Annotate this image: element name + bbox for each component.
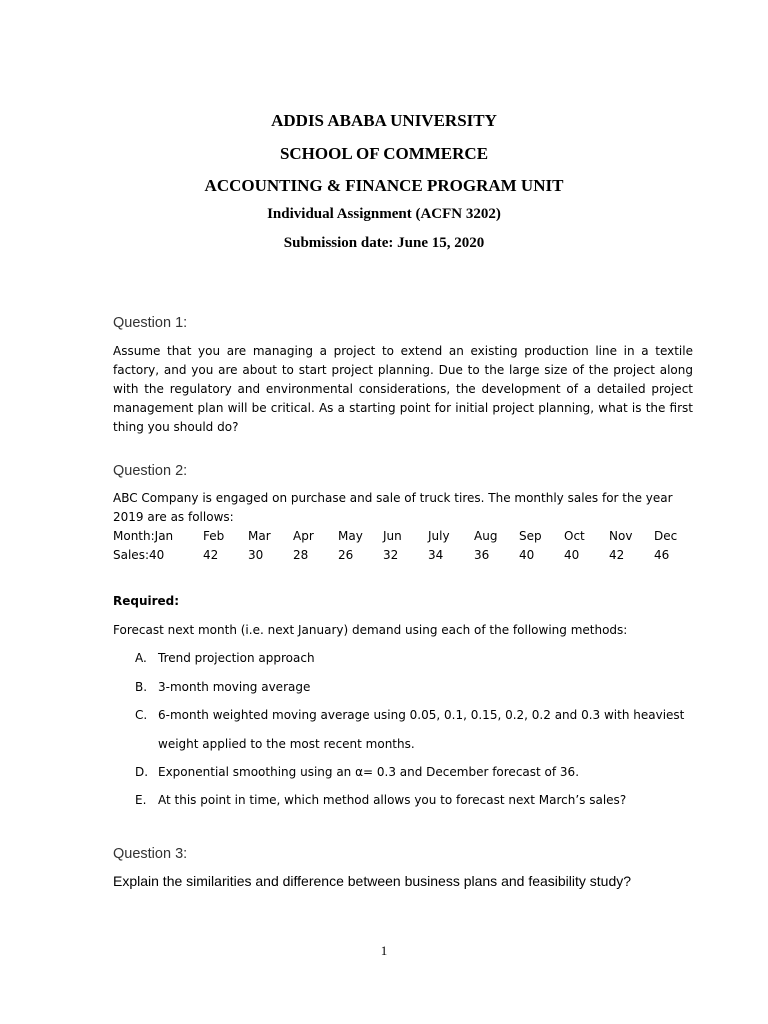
sales-cell: 32 bbox=[383, 548, 399, 562]
sales-cell: 40 bbox=[564, 548, 580, 562]
list-item-letter: B. bbox=[135, 680, 148, 694]
submission-date: Submission date: June 15, 2020 bbox=[283, 235, 485, 251]
month-cell: Apr bbox=[293, 529, 314, 543]
sales-cell: 28 bbox=[293, 548, 309, 562]
forecast-instruction: Forecast next month (i.e. next January) demand using each of the following methods: bbox=[113, 623, 628, 637]
month-cell: Oct bbox=[564, 529, 585, 543]
question-3-heading: Question 3: bbox=[113, 846, 188, 862]
month-cell: Mar bbox=[248, 529, 271, 543]
sales-cell: 42 bbox=[203, 548, 219, 562]
sales-cell: 26 bbox=[338, 548, 354, 562]
month-cell: Sep bbox=[519, 529, 542, 543]
question-1-body: Assume that you are managing a project to extend an existing production line in a textile factory, and you are about to start project planning. Due to the large size of the project along with the regulatory and environmental considerations, the development of a detailed project management plan will be critical. As a starting point for initial project planning, what is the first thing you should do? bbox=[113, 344, 693, 434]
program-title: ACCOUNTING & FINANCE PROGRAM UNIT bbox=[204, 176, 564, 195]
school-title: SCHOOL OF COMMERCE bbox=[279, 144, 489, 163]
list-item-text: 6-month weighted moving average using 0.05, 0.1, 0.15, 0.2, 0.2 and 0.3 with heaviest bbox=[158, 708, 685, 722]
month-cell: Dec bbox=[654, 529, 678, 543]
question-2-intro-line-1: ABC Company is engaged on purchase and sale of truck tires. The monthly sales for the year bbox=[113, 491, 673, 505]
page-number: 1 bbox=[380, 943, 388, 958]
question-1-heading: Question 1: bbox=[113, 315, 188, 331]
sales-cell: 34 bbox=[428, 548, 444, 562]
month-cell: Feb bbox=[203, 529, 225, 543]
month-cell: Month:Jan bbox=[113, 529, 174, 543]
list-item-text: 3-month moving average bbox=[158, 680, 311, 694]
list-item-text: Exponential smoothing using an α= 0.3 and December forecast of 36. bbox=[158, 765, 580, 779]
sales-cell: 46 bbox=[654, 548, 670, 562]
question-2-heading: Question 2: bbox=[113, 463, 188, 479]
sales-cell: Sales:40 bbox=[113, 548, 165, 562]
list-item-letter: C. bbox=[135, 708, 148, 722]
university-title: ADDIS ABABA UNIVERSITY bbox=[271, 111, 497, 130]
list-item-letter: E. bbox=[135, 793, 147, 807]
month-cell: Aug bbox=[474, 529, 498, 543]
required-label: Required: bbox=[113, 594, 180, 608]
sales-cell: 42 bbox=[609, 548, 625, 562]
list-item-text: Trend projection approach bbox=[158, 651, 315, 665]
month-cell: Jun bbox=[383, 529, 402, 543]
question-3-body: Explain the similarities and difference between business plans and feasibility study? bbox=[113, 873, 632, 889]
month-cell: Nov bbox=[609, 529, 633, 543]
month-cell: July bbox=[428, 529, 450, 543]
sales-cell: 36 bbox=[474, 548, 490, 562]
list-item-letter: D. bbox=[135, 765, 149, 779]
sales-cell: 30 bbox=[248, 548, 264, 562]
sales-cell: 40 bbox=[519, 548, 535, 562]
list-item-text-continuation: weight applied to the most recent months. bbox=[158, 737, 415, 751]
question-2-intro-line-2: 2019 are as follows: bbox=[113, 510, 234, 524]
list-item-letter: A. bbox=[135, 651, 147, 665]
assignment-title: Individual Assignment (ACFN 3202) bbox=[267, 206, 501, 222]
list-item-text: At this point in time, which method allows you to forecast next March’s sales? bbox=[158, 793, 627, 807]
month-cell: May bbox=[338, 529, 363, 543]
